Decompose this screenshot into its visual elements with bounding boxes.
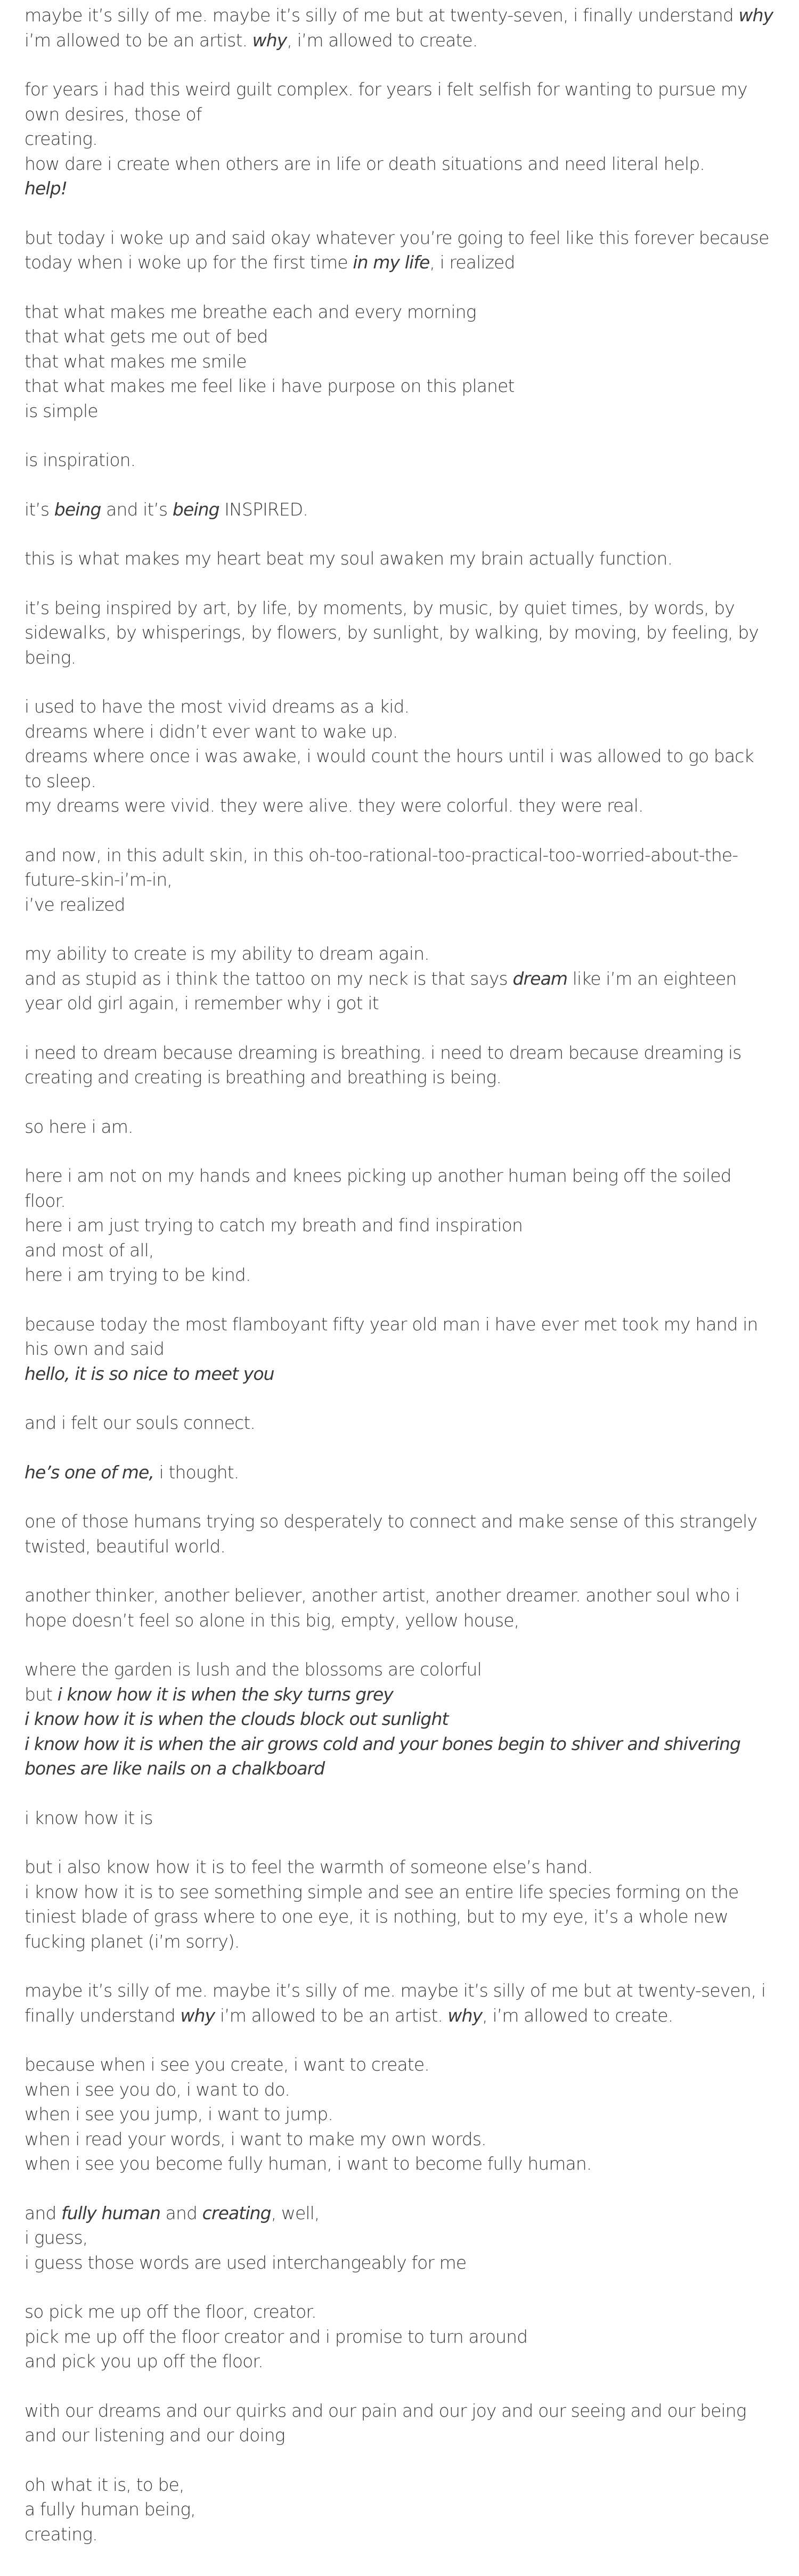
- poem-line: [25, 1732, 781, 1757]
- line-text: twisted, beautiful world.: [25, 1535, 225, 1557]
- poem-line: [25, 1682, 781, 1707]
- emphasis-text: being: [54, 498, 101, 520]
- stanza: [25, 1312, 781, 1387]
- poem-line: [25, 843, 781, 868]
- line-text: i used to have the most vivid dreams as a kid.: [25, 696, 410, 717]
- poem-line: [25, 77, 781, 102]
- stanza: [25, 1806, 781, 1831]
- line-text: that what makes me feel like i have purpose on this planet: [25, 375, 515, 396]
- stanza: [25, 497, 781, 522]
- poem-line: [25, 2251, 781, 2276]
- line-text: but: [25, 1683, 58, 1705]
- emphasis-text: i know how it is when the sky turns grey: [57, 1683, 394, 1705]
- line-text: one of those humans trying so desperately to connect and make sense of this strangely: [25, 1511, 757, 1532]
- poem-line: [25, 1164, 781, 1189]
- poem-line: [25, 2423, 781, 2448]
- line-text: and as stupid as i think the tattoo on my neck is that says: [25, 968, 513, 989]
- line-text: this is what makes my heart beat my soul awaken my brain actually function.: [25, 548, 673, 569]
- poem-line: [25, 152, 781, 177]
- stanza: [25, 1657, 781, 1781]
- line-text: and most of all,: [25, 1239, 154, 1261]
- stanza: [25, 596, 781, 670]
- stanza: [25, 3, 781, 53]
- stanza: [25, 2201, 781, 2276]
- stanza: [25, 226, 781, 275]
- line-text: that what makes me breathe each and every morning: [25, 301, 476, 322]
- line-text: with our dreams and our quirks and our pain and our joy and our seeing and our being: [25, 2400, 746, 2421]
- poem-line: [25, 2300, 781, 2325]
- line-text: dreams where once i was awake, i would count the hours until i was allowed to go back: [25, 746, 754, 766]
- emphasis-text: he’s one of me,: [25, 1461, 154, 1483]
- poem-line: [25, 1583, 781, 1608]
- poem-line: [25, 1065, 781, 1090]
- poem-line: [25, 2102, 781, 2127]
- poem-line: [25, 967, 781, 992]
- poem-line: [25, 3, 781, 28]
- emphasis-text: i know how it is when the clouds block out sunlight: [25, 1708, 449, 1729]
- line-text: so pick me up off the floor, creator.: [25, 2301, 316, 2322]
- poem-line: [25, 2473, 781, 2498]
- line-text: tiniest blade of grass where to one eye, it is nothing, but to my eye, it’s a whole new: [25, 1906, 728, 1927]
- line-text: that what gets me out of bed: [25, 326, 268, 347]
- line-text: when i see you do, i want to do.: [25, 2079, 290, 2100]
- line-text: creating.: [25, 2523, 97, 2545]
- poem-line: [25, 893, 781, 918]
- line-text: a fully human being,: [25, 2499, 195, 2520]
- line-text: i know how it is: [25, 1807, 153, 1828]
- line-text: his own and said: [25, 1338, 165, 1359]
- line-text: oh what it is, to be,: [25, 2474, 184, 2495]
- emphasis-text: creating: [202, 2202, 271, 2223]
- stanza: [25, 2473, 781, 2547]
- stanza: [25, 1978, 781, 2028]
- stanza: [25, 1583, 781, 1633]
- poem-line: [25, 1657, 781, 1682]
- poem-line: [25, 2497, 781, 2522]
- line-text: being.: [25, 647, 76, 668]
- line-text: i’m allowed to be an artist.: [25, 29, 252, 51]
- stanza: [25, 1411, 781, 1436]
- stanza: [25, 942, 781, 1016]
- poem-line: [25, 127, 781, 152]
- poem-line: [25, 694, 781, 719]
- poem-line: [25, 2522, 781, 2547]
- emphasis-text: being: [172, 498, 219, 520]
- stanza: [25, 1855, 781, 1954]
- emphasis-text: in my life: [353, 252, 430, 273]
- poem-line: [25, 2325, 781, 2350]
- poem-line: [25, 868, 781, 893]
- stanza: [25, 2052, 781, 2177]
- line-text: for years i had this weird guilt complex. for years i felt selfish for wanting to pursue my: [25, 79, 747, 100]
- poem-line: [25, 1509, 781, 1534]
- line-text: but today i woke up and said okay whatever you’re going to feel like this forever because: [25, 227, 769, 248]
- line-text: pick me up off the floor creator and i promise to turn around: [25, 2326, 528, 2347]
- line-text: i guess those words are used interchangeably for me: [25, 2252, 467, 2273]
- poem-line: [25, 250, 781, 275]
- stanza: [25, 1041, 781, 1090]
- stanza: [25, 1509, 781, 1559]
- line-text: creating.: [25, 128, 97, 149]
- line-text: , i realized: [429, 252, 515, 273]
- emphasis-text: fully human: [61, 2202, 161, 2223]
- line-text: , well,: [271, 2202, 320, 2223]
- line-text: year old girl again, i remember why i got it: [25, 993, 379, 1013]
- stanza: [25, 300, 781, 424]
- emphasis-text: why: [180, 2005, 215, 2026]
- poem-line: [25, 2152, 781, 2177]
- line-text: because when i see you create, i want to create.: [25, 2054, 429, 2075]
- line-text: my ability to create is my ability to dream again.: [25, 943, 429, 964]
- line-text: is simple: [25, 400, 98, 421]
- line-text: how dare i create when others are in life or death situations and need literal help.: [25, 153, 705, 174]
- poem-line: [25, 374, 781, 399]
- poem-line: [25, 1189, 781, 1214]
- poem-line: [25, 2003, 781, 2029]
- line-text: and i felt our souls connect.: [25, 1412, 255, 1433]
- stanza: [25, 448, 781, 473]
- poem-line: [25, 2052, 781, 2078]
- line-text: like i’m an eighteen: [567, 968, 737, 989]
- poem-text: [25, 3, 781, 2571]
- emphasis-text: i know how it is when the air grows cold and your bones begin to shiver and shivering: [25, 1733, 741, 1754]
- emphasis-text: bones are like nails on a chalkboard: [25, 1758, 325, 1779]
- poem-line: [25, 942, 781, 967]
- line-text: when i see you become fully human, i want to become fully human.: [25, 2153, 592, 2174]
- poem-line: [25, 991, 781, 1016]
- line-text: here i am just trying to catch my breath and find inspiration: [25, 1215, 523, 1236]
- poem-line: [25, 1929, 781, 1955]
- poem-line: [25, 2399, 781, 2424]
- line-text: creating and creating is breathing and breathing is being.: [25, 1067, 502, 1087]
- line-text: , i’m allowed to create.: [482, 2005, 673, 2026]
- line-text: here i am not on my hands and knees picking up another human being off the soiled: [25, 1165, 731, 1186]
- poem-line: [25, 2226, 781, 2251]
- poem-line: [25, 1978, 781, 2003]
- line-text: finally understand: [25, 2005, 181, 2026]
- poem-line: [25, 226, 781, 251]
- poem-line: [25, 546, 781, 571]
- stanza: [25, 2300, 781, 2374]
- poem-line: [25, 300, 781, 325]
- line-text: to sleep.: [25, 770, 96, 791]
- stanza: [25, 1164, 781, 1288]
- line-text: and our listening and our doing: [25, 2425, 285, 2446]
- poem-line: [25, 2349, 781, 2374]
- line-text: it’s being inspired by art, by life, by moments, by music, by quiet times, by words, by: [25, 597, 735, 618]
- line-text: i guess,: [25, 2227, 88, 2248]
- emphasis-text: why: [738, 5, 773, 26]
- line-text: i thought.: [154, 1461, 239, 1483]
- line-text: and pick you up off the floor.: [25, 2351, 263, 2371]
- line-text: another thinker, another believer, another artist, another dreamer. another soul who i: [25, 1585, 740, 1606]
- poem-line: [25, 1855, 781, 1880]
- line-text: where the garden is lush and the blossoms are colorful: [25, 1659, 482, 1680]
- poem-line: [25, 645, 781, 670]
- poem-line: [25, 1534, 781, 1559]
- poem-line: [25, 1115, 781, 1140]
- emphasis-text: hello, it is so nice to meet you: [25, 1363, 274, 1384]
- line-text: fucking planet (i’m sorry).: [25, 1931, 240, 1952]
- poem-line: [25, 1213, 781, 1238]
- poem-line: [25, 719, 781, 745]
- line-text: future-skin-i’m-in,: [25, 869, 172, 890]
- poem-line: [25, 176, 781, 201]
- stanza: [25, 1115, 781, 1140]
- stanza: [25, 1460, 781, 1485]
- line-text: my dreams were vivid. they were alive. they were colorful. they were real.: [25, 795, 643, 816]
- emphasis-text: dream: [512, 968, 568, 989]
- poem-line: [25, 794, 781, 819]
- poem-line: [25, 497, 781, 522]
- stanza: [25, 77, 781, 201]
- poem-line: [25, 620, 781, 645]
- poem-line: [25, 1806, 781, 1831]
- line-text: it’s: [25, 498, 54, 520]
- line-text: maybe it’s silly of me. maybe it’s silly of me but at twenty-seven, i finally understand: [25, 5, 739, 26]
- stanza: [25, 546, 781, 571]
- poem-line: [25, 28, 781, 53]
- poem-line: [25, 1238, 781, 1263]
- line-text: that what makes me smile: [25, 350, 247, 372]
- poem-line: [25, 1337, 781, 1362]
- line-text: and now, in this adult skin, in this oh-too-rational-too-practical-too-worried-about-the-: [25, 844, 738, 865]
- emphasis-text: why: [447, 2005, 483, 2026]
- poem-line: [25, 349, 781, 374]
- line-text: , i’m allowed to create.: [287, 29, 478, 51]
- line-text: and: [160, 2202, 202, 2223]
- line-text: when i read your words, i want to make my own words.: [25, 2128, 486, 2149]
- poem-line: [25, 769, 781, 794]
- line-text: and: [25, 2202, 61, 2223]
- poem-line: [25, 596, 781, 621]
- line-text: and it’s: [101, 498, 173, 520]
- poem-line: [25, 1904, 781, 1929]
- stanza: [25, 2399, 781, 2448]
- poem-line: [25, 399, 781, 424]
- poem-line: [25, 448, 781, 473]
- line-text: so here i am.: [25, 1116, 133, 1137]
- line-text: when i see you jump, i want to jump.: [25, 2104, 333, 2124]
- line-text: is inspiration.: [25, 449, 136, 470]
- poem-line: [25, 1041, 781, 1066]
- line-text: today when i woke up for the first time: [25, 252, 353, 273]
- line-text: because today the most flamboyant fifty year old man i have ever met took my hand in: [25, 1313, 758, 1335]
- poem-line: [25, 102, 781, 127]
- poem-line: [25, 1312, 781, 1337]
- poem-line: [25, 1362, 781, 1387]
- line-text: floor.: [25, 1190, 66, 1211]
- line-text: sidewalks, by whisperings, by flowers, by sunlight, by walking, by moving, by feeling, by: [25, 622, 759, 643]
- line-text: i’ve realized: [25, 894, 125, 915]
- line-text: i’m allowed to be an artist.: [215, 2005, 448, 2026]
- poem-line: [25, 1411, 781, 1436]
- line-text: here i am trying to be kind.: [25, 1264, 251, 1285]
- poem-line: [25, 2201, 781, 2226]
- line-text: maybe it’s silly of me. maybe it’s silly of me. maybe it’s silly of me but at twenty-seven, i: [25, 1980, 766, 2001]
- poem-line: [25, 744, 781, 769]
- poem-line: [25, 2127, 781, 2152]
- poem-line: [25, 1756, 781, 1781]
- line-text: but i also know how it is to feel the warmth of someone else’s hand.: [25, 1857, 593, 1877]
- poem-line: [25, 1608, 781, 1633]
- line-text: i know how it is to see something simple and see an entire life species forming on the: [25, 1881, 739, 1902]
- stanza: [25, 843, 781, 918]
- line-text: dreams where i didn’t ever want to wake up.: [25, 721, 398, 742]
- poem-line: [25, 1707, 781, 1732]
- emphasis-text: help!: [25, 178, 68, 199]
- line-text: INSPIRED.: [219, 498, 308, 520]
- poem-line: [25, 324, 781, 349]
- poem-line: [25, 2078, 781, 2103]
- line-text: i need to dream because dreaming is breathing. i need to dream because dreaming is: [25, 1042, 741, 1063]
- emphasis-text: why: [252, 29, 287, 51]
- line-text: own desires, those of: [25, 103, 202, 125]
- poem-line: [25, 1460, 781, 1485]
- poem-line: [25, 1263, 781, 1288]
- stanza: [25, 694, 781, 819]
- line-text: hope doesn’t feel so alone in this big, empty, yellow house,: [25, 1609, 519, 1631]
- poem-line: [25, 1880, 781, 1905]
